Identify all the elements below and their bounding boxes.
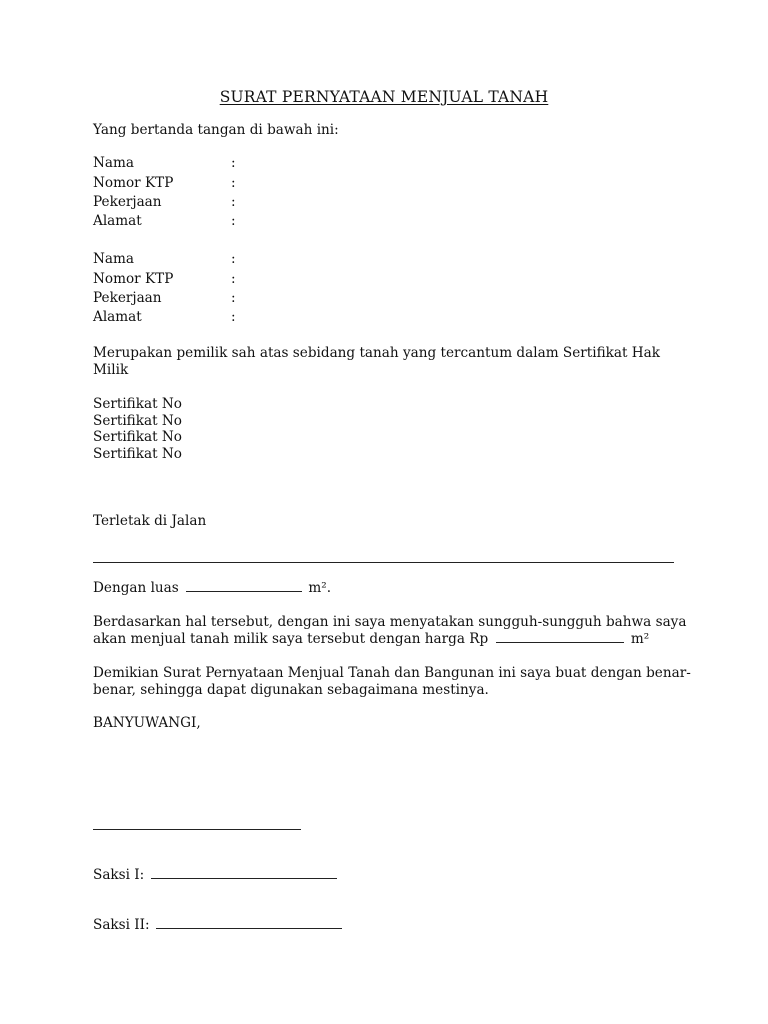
place-label: BANYUWANGI, (93, 715, 201, 731)
area-suffix: m². (308, 580, 332, 596)
price-blank (496, 641, 624, 643)
party1-name-colon: : (231, 155, 236, 171)
party2-address-label: Alamat (93, 309, 142, 325)
signature-line (93, 829, 301, 830)
certificate-line: Sertifikat No (93, 396, 182, 412)
area-blank (186, 590, 302, 592)
area-prefix: Dengan luas (93, 580, 179, 596)
party1-address-colon: : (231, 213, 236, 229)
witness1-label: Saksi I: (93, 867, 145, 883)
party1-name-label: Nama (93, 155, 134, 171)
party2-job-colon: : (231, 290, 236, 306)
area-line (93, 580, 331, 596)
statement-line-1: Berdasarkan hal tersebut, dengan ini saya menyatakan sungguh-sungguh bahwa saya (93, 614, 687, 630)
ownership-statement: Merupakan pemilik sah atas sebidang tanah yang tercantum dalam Sertifikat Hak Milik (93, 345, 660, 378)
closing-line-1: Demikian Surat Pernyataan Menjual Tanah dan Bangunan ini saya buat dengan benar- (93, 665, 691, 681)
party2-name-label: Nama (93, 251, 134, 267)
statement-line-2-prefix: akan menjual tanah milik saya tersebut dengan harga Rp (93, 631, 489, 647)
party2-ktp-colon: : (231, 271, 236, 287)
statement-line-2 (93, 631, 649, 647)
statement-line-2-suffix: m² (630, 631, 650, 647)
party1-ktp-label: Nomor KTP (93, 175, 174, 191)
party1-job-label: Pekerjaan (93, 194, 162, 210)
witness1 (93, 867, 337, 883)
location-blank-line (93, 562, 674, 563)
party1-job-colon: : (231, 194, 236, 210)
certificate-line: Sertifikat No (93, 413, 182, 429)
witness2-blank (156, 927, 342, 929)
certificate-line: Sertifikat No (93, 446, 182, 462)
location-label: Terletak di Jalan (93, 513, 207, 529)
party2-address-colon: : (231, 309, 236, 325)
party2-name-colon: : (231, 251, 236, 267)
witness1-blank (151, 877, 337, 879)
document-title: SURAT PERNYATAAN MENJUAL TANAH (219, 88, 549, 106)
party1-ktp-colon: : (231, 175, 236, 191)
party2-ktp-label: Nomor KTP (93, 271, 174, 287)
closing-line-2: benar, sehingga dapat digunakan sebagaimana mestinya. (93, 682, 489, 698)
witness2 (93, 917, 342, 933)
intro-text: Yang bertanda tangan di bawah ini: (93, 122, 339, 138)
party2-job-label: Pekerjaan (93, 290, 162, 306)
party1-address-label: Alamat (93, 213, 142, 229)
certificate-line: Sertifikat No (93, 429, 182, 445)
witness2-label: Saksi II: (93, 917, 150, 933)
